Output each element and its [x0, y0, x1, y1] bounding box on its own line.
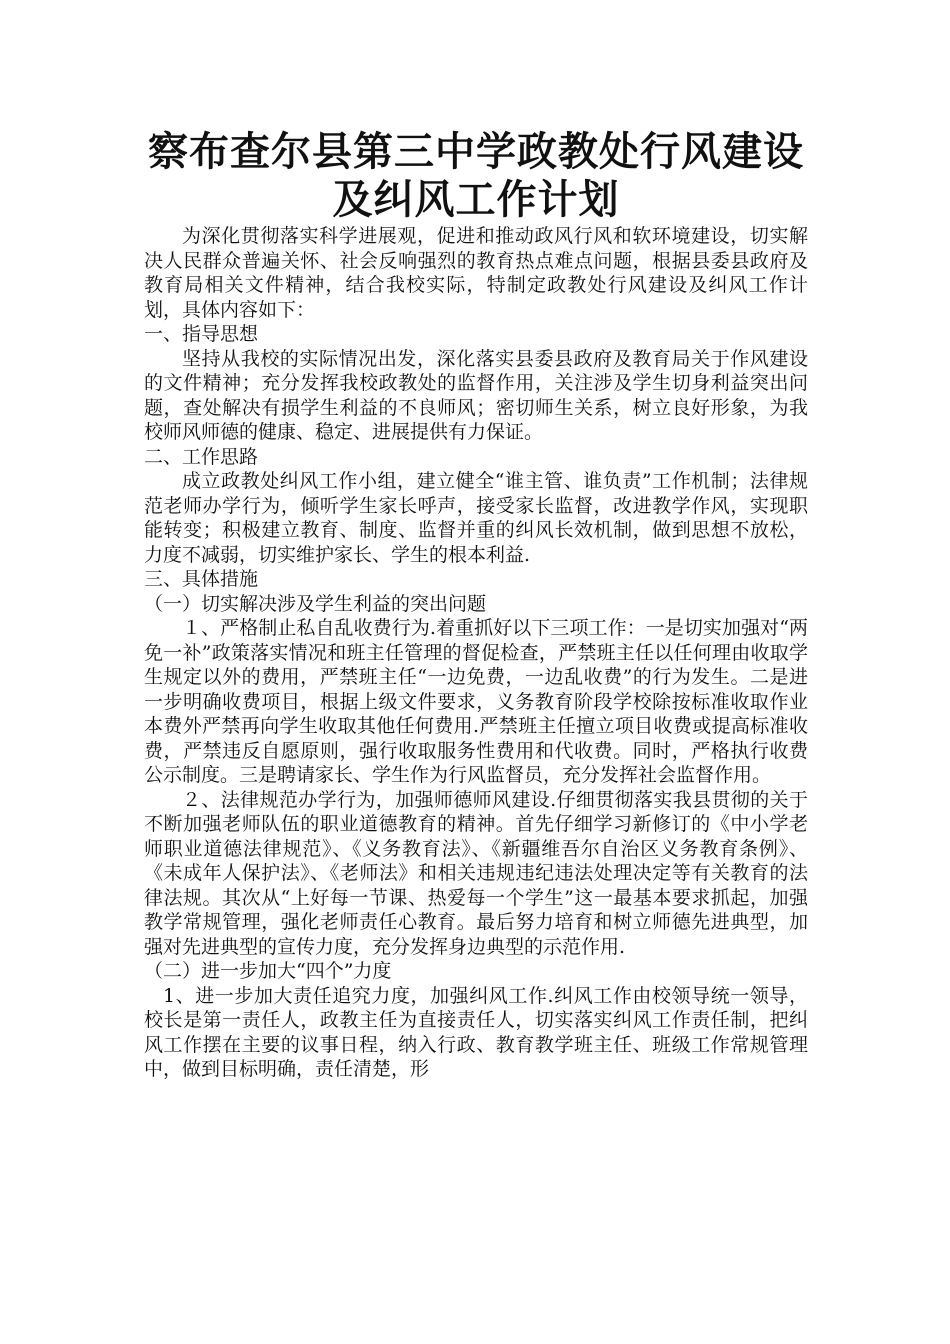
subsection-heading-four-efforts: （二）进一步加大“四个”力度	[144, 960, 392, 982]
work-approach-paragraph: 成立政教处纠风工作小组，建立健全“谁主管、谁负责”工作机制；法律规范老师办学行为，倾听学生家长呼声，接受家长监督，改进教学作风，实现职能转变；积极建立教育、制度、监督并重的纠风长效机制，做到思想不放松，力度不减弱，切实维护家长、学生的根本利益.	[144, 470, 808, 566]
section-heading-measures: 三、具体措施	[144, 568, 259, 590]
measure-1-paragraph: １、严格制止私自乱收费行为.着重抓好以下三项工作：一是切实加强对“两免一补”政策落实情况和班主任管理的督促检查，严禁班主任以任何理由收取学生规定以外的费用，严禁班主任“一边免费，一边乱收费”的行为发生。二是进一步明确收费项目，根据上级文件要求，义务教育阶段学校除按标准收取作业本费外严禁再向学生收取其他任何费用.严禁班主任擅立项目收费或提高标准收费，严禁违反自愿原则，强行收取服务性费用和代收费。同时，严格执行收费公示制度。三是聘请家长、学生作为行风监督员，充分发挥社会监督作用。	[144, 617, 808, 786]
document-title: 察布查尔县第三中学政教处行风建设及纠风工作计划	[148, 129, 804, 223]
subsection-heading-student-interests: （一）切实解决涉及学生利益的突出问题	[144, 592, 487, 615]
section-heading-work-approach: 二、工作思路	[144, 445, 259, 468]
document-page	[144, 118, 808, 1082]
intro-paragraph: 为深化贯彻落实科学进展观，促进和推动政风行风和软环境建设，切实解决人民群众普遍关怀、社会反响强烈的教育热点难点问题，根据县委县政府及教育局相关文件精神，结合我校实际，特制定政教处行风建设及纠风工作计划，具体内容如下：	[144, 225, 808, 321]
section-heading-guiding-thought: 一、指导思想	[144, 323, 259, 345]
effort-1-paragraph: 1、进一步加大责任追究力度，加强纠风工作.纠风工作由校领导统一领导，校长是第一责任人，政教主任为直接责任人，切实落实纠风工作责任制，把纠风工作摆在主要的议事日程，纳入行政、教育教学班主任、班级工作常规管理中，做到目标明确，责任清楚，形	[144, 984, 808, 1080]
measure-2-paragraph: ２、法律规范办学行为，加强师德师风建设.仔细贯彻落实我县贯彻的关于不断加强老师队伍的职业道德教育的精神。首先仔细学习新修订的《中小学老师职业道德法律规范》、《义务教育法》、《新疆维吾尔自治区义务教育条例》、《未成年人保护法》、《老师法》和相关违规违纪违法处理决定等有关教育的法律法规。其次从“上好每一节课、热爱每一个学生”这一最基本要求抓起，加强教学常规管理，强化老师责任心教育。最后努力培育和树立师德先进典型，加强对先进典型的宣传力度，充分发挥身边典型的示范作用.	[144, 788, 808, 958]
guiding-thought-paragraph: 坚持从我校的实际情况出发，深化落实县委县政府及教育局关于作风建设的文件精神；充分发挥我校政教处的监督作用，关注涉及学生切身利益突出问题，查处解决有损学生利益的不良师风；密切师生关系，树立良好形象，为我校师风师德的健康、稳定、进展提供有力保证。	[144, 347, 808, 443]
